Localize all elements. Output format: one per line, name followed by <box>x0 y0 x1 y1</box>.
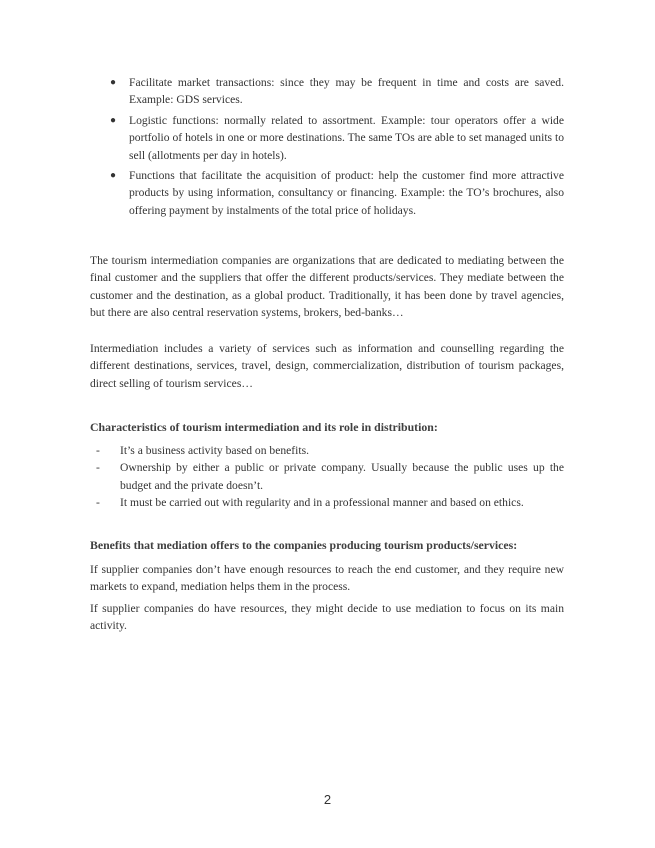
benefits-paragraph-2: If supplier companies do have resources, they might decide to use mediation to focus on its main activity. <box>90 602 564 633</box>
bullet-text: Facilitate market transactions: since they may be frequent in time and costs are saved. Example: GDS services. <box>129 76 564 107</box>
bullet-icon: ● <box>110 77 117 88</box>
list-item <box>110 74 564 109</box>
characteristic-text: It’s a business activity based on benefits. <box>120 444 310 457</box>
page-number: 2 <box>323 792 332 807</box>
bullet-icon: ● <box>110 170 117 182</box>
list-item <box>96 494 564 511</box>
list-item <box>110 112 564 164</box>
characteristic-text: It must be carried out with regularity and in a professional manner and based on ethics. <box>120 496 524 510</box>
list-item <box>96 442 564 459</box>
dash-icon: - <box>96 444 100 457</box>
benefits-heading: Benefits that mediation offers to the companies producing tourism products/services: <box>90 538 518 552</box>
function-bullet-list <box>110 74 564 222</box>
list-item <box>96 459 564 494</box>
bullet-text: Functions that facilitate the acquisition of product: help the customer find more attractive products by using information, consultancy or financing. Example: the TO’s brochures, also offering payment by instalments of the total price of holidays. <box>129 169 564 217</box>
characteristics-heading: Characteristics of tourism intermediation and its role in distribution: <box>90 420 438 434</box>
bullet-icon: ● <box>110 114 117 126</box>
dash-icon: - <box>96 461 100 475</box>
benefits-paragraph-1: If supplier companies don’t have enough resources to reach the end customer, and they require new markets to expand, mediation helps them in the process. <box>90 563 564 594</box>
characteristics-list <box>96 442 564 512</box>
list-item <box>110 167 564 219</box>
dash-icon: - <box>96 496 100 510</box>
characteristic-text: Ownership by either a public or private company. Usually because the public uses up the budget and the private doesn’t. <box>120 461 564 492</box>
bullet-text: Logistic functions: normally related to assortment. Example: tour operators offer a wide portfolio of hotels in one or more destinations. The same TOs are able to set managed units to sell (allotments per day in hotels). <box>129 113 564 162</box>
intermediation-paragraph: The tourism intermediation companies are organizations that are dedicated to mediating between the final customer and the suppliers that offer the different products/services. They mediate between the customer and the destination, as a global product. Traditionally, it has been done by travel agencies, but there are also central reservation systems, brokers, bed-banks… <box>90 254 564 320</box>
services-paragraph: Intermediation includes a variety of services such as information and counselling regarding the different destinations, services, travel, design, commercialization, distribution of tourism packages, direct selling of tourism services… <box>90 342 564 390</box>
